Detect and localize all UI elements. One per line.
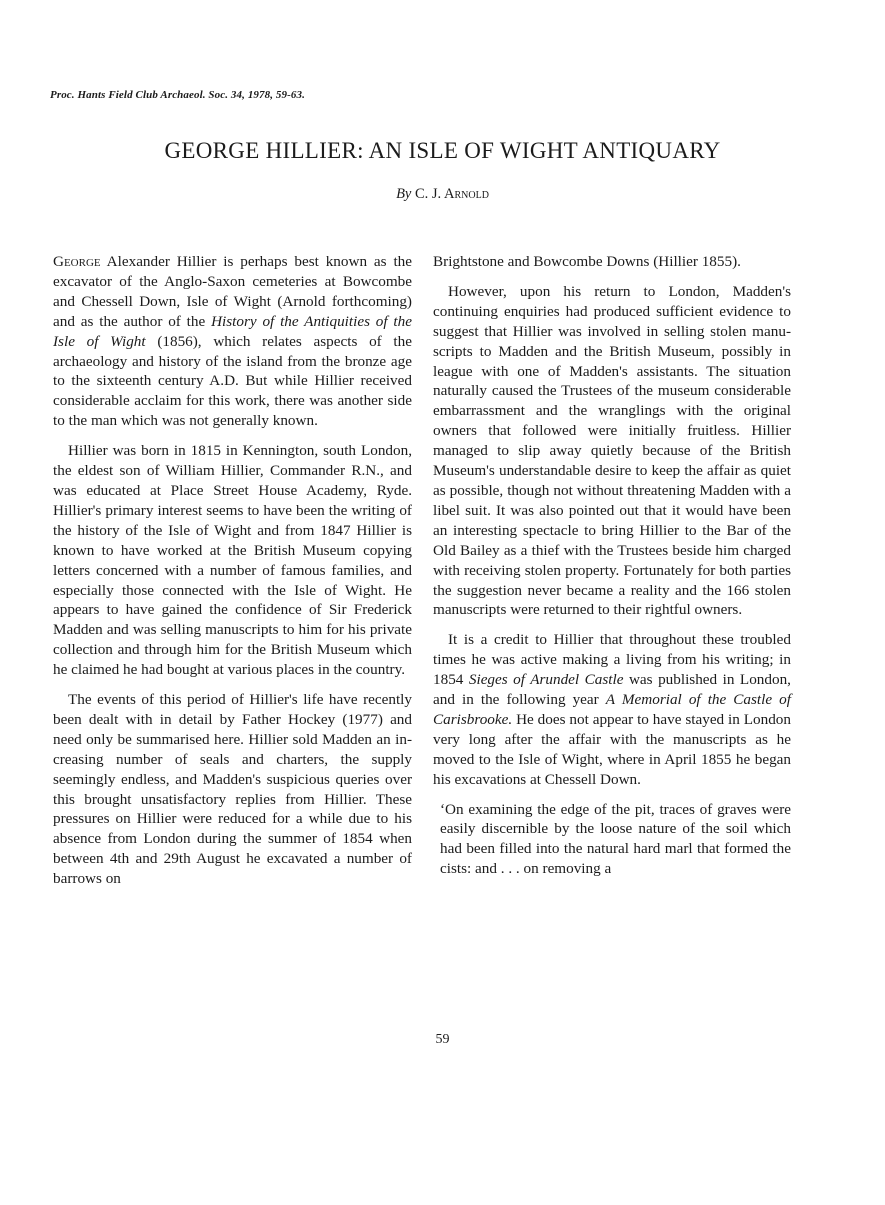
journal-citation: Proc. Hants Field Club Archaeol. Soc. 34, 1978, 59-63. <box>50 89 305 101</box>
book-title: History of the Antiquities of the Isle of Wight <box>53 312 412 350</box>
paragraph: Brightstone and Bowcombe Downs (Hillier 1855). <box>433 253 741 270</box>
book-title: A Memorial of the Castle of Carisbrooke. <box>433 691 791 728</box>
block-quote: ‘On examining the edge of the pit, traces of graves were easily discernible by the loose nature of the soil which had been filled into the natural hard marl that formed the cists: and . . . on removing a <box>440 800 791 878</box>
paragraph-text: Alexander Hillier is perhaps best known as the excavator of the Anglo-Saxon cemeteries at Bowcombe and Chessell Down, Isle of Wight (Arnold forthcoming) and as the author of the <box>53 253 412 330</box>
paragraph-text: It is a credit to Hillier that throughout these troubled times he was active making a living from his writing; in 1854 <box>433 631 791 689</box>
paragraph <box>53 252 412 431</box>
page-number: 59 <box>435 1032 450 1047</box>
book-title: Sieges of Arundel Castle <box>468 671 624 689</box>
paragraph <box>433 630 791 789</box>
right-column <box>433 252 791 889</box>
paragraph: The events of this period of Hillier's life have recently been dealt with in detail by Father Hockey (1977) and need only be summarised here. Hillier sold Madden an increasing number of seals and charters, the supply seemingly endless, and Madden's suspicious queries over this brought unsatisfactory replies from Hillier. These pressures on Hillier were reduced for a while due to his absence from London during the summer of 1854 when between 4th and 29th August he excavated a number of barrows on <box>53 691 412 888</box>
author-name: C. J. Arnold <box>414 186 489 202</box>
lead-word: George <box>53 253 101 270</box>
paragraph-text: He does not appear to have stayed in London very long after the affair with the manuscripts as he moved to the Isle of Wight, where in April 1855 he began his excavations at Chessell Down. <box>433 710 791 788</box>
paragraph-text: was published in London, and in the following year <box>433 671 791 709</box>
paragraph-text: (1856), which relates aspects of the archaeology and history of the island from the bronze age to the sixteenth century A.D. But while Hillier received considerable acclaim for this work, there was another side to the man which was not generally known. <box>53 332 412 430</box>
byline <box>0 186 885 203</box>
left-column <box>53 252 412 899</box>
paragraph: Hillier was born in 1815 in Kennington, south London, the eldest son of William Hillier, Commander R.N., and was educated at Place Street House Academy, Ryde. Hillier's primary interest seems to have been the writing of the history of the Isle of Wight and from 1847 Hillier is known to have worked at the British Museum copying letters concerned with a number of famous families, and especially those connected with the Isle of Wight. He appears to have gained the confidence of Sir Frederick Madden and was selling manuscripts to him for his private collection and through him for the British Museum which he claimed he had bought at various places in the country. <box>53 442 412 679</box>
paragraph: However, upon his return to London, Madden's continuing enquiries had produced sufficient evidence to suggest that Hillier was involved in selling stolen manuscripts to Madden and the British Museum, possibly in league with one of Madden's assistants. The situation naturally caused the Trustees of the museum considerable embarrassment and the wranglings with the original owners that followed were initially fruitless. Hillier managed to slip away quietly because of the British Museum's understandable desire to keep the affair as quiet as possible, though not without threatening Madden with a libel suit. It was also pointed out that it would have been an interesting spectacle to bring Hillier to the Bar of the Old Bailey as a thief with the Trustees beside him charged with receiving stolen property. Fortunately for both parties the suggestion never became a reality and the 166 stolen manuscripts were returned to their rightful owners. <box>433 282 791 619</box>
article-title: GEORGE HILLIER: AN ISLE OF WIGHT ANTIQUARY <box>164 138 721 163</box>
byline-prefix: By <box>396 186 412 202</box>
